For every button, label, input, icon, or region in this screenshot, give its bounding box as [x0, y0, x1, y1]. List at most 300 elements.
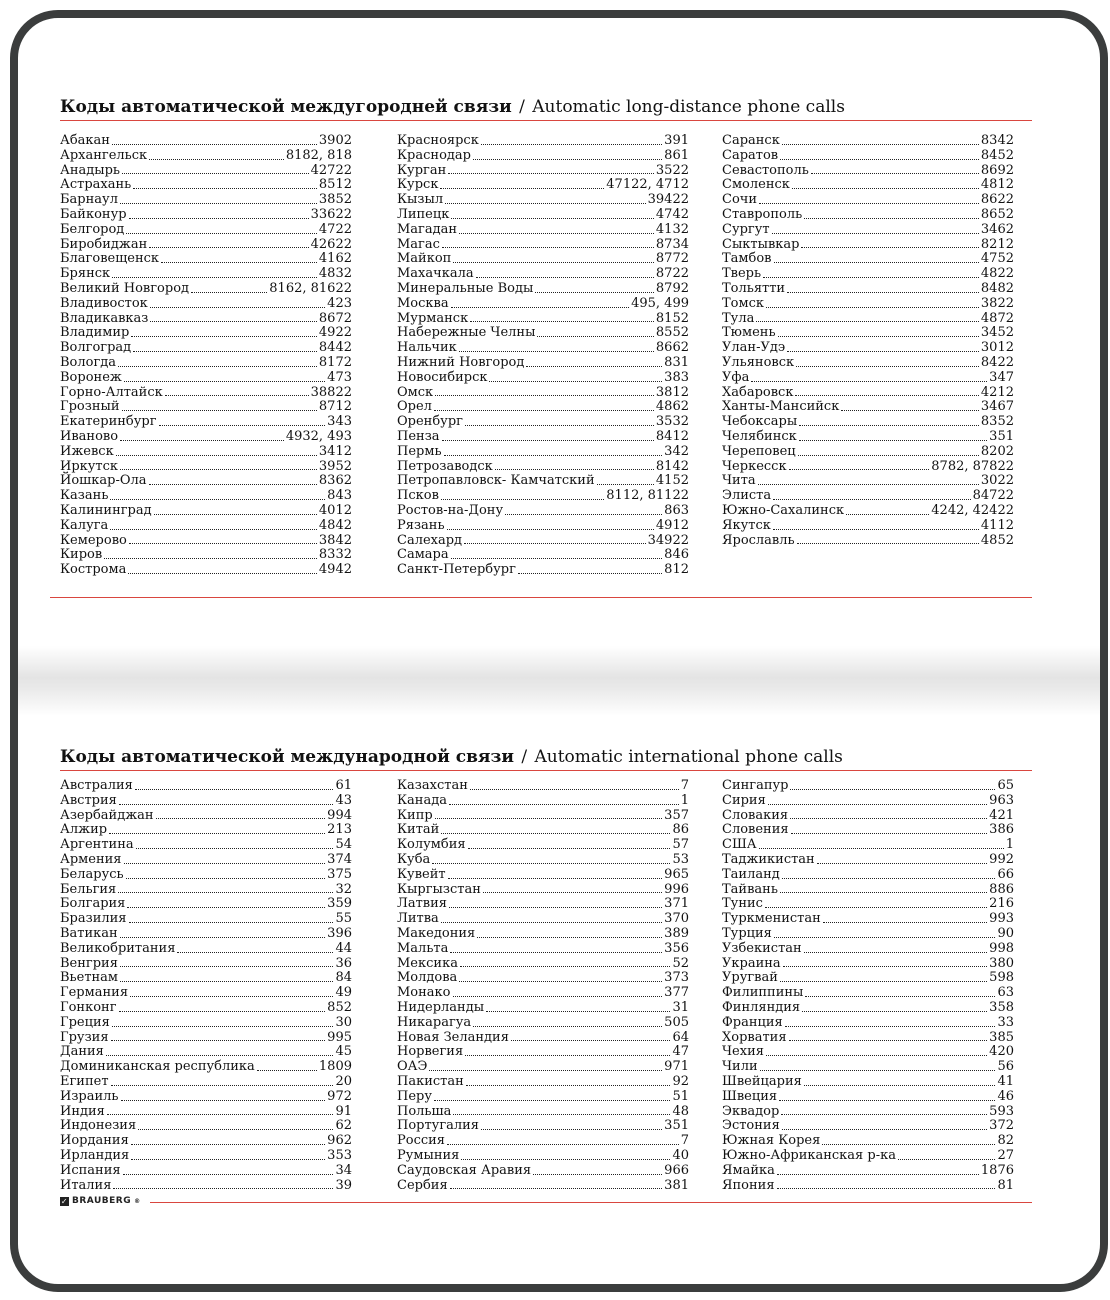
- entry-code: 8352: [980, 414, 1014, 430]
- entry-code: 374: [327, 851, 352, 867]
- dot-leader: [449, 804, 679, 805]
- entry-name: Южно-Африканская р-ка: [722, 1147, 896, 1163]
- code-entry: [722, 794, 1014, 809]
- entry-name: Курган: [397, 162, 447, 178]
- dot-leader: [787, 351, 979, 352]
- entry-code: 389: [664, 925, 689, 941]
- code-entry: [722, 297, 1014, 312]
- dot-leader: [495, 469, 654, 470]
- entry-code: 4842: [318, 517, 352, 533]
- code-entry: [722, 897, 1014, 912]
- entry-name: Севастополь: [722, 162, 809, 178]
- dot-leader: [486, 1011, 670, 1012]
- dot-leader: [805, 996, 995, 997]
- entry-name: Филиппины: [722, 985, 804, 1001]
- code-entry: [722, 371, 1014, 386]
- dot-leader: [799, 425, 979, 426]
- dot-leader: [841, 410, 979, 411]
- entry-code: 8482: [980, 280, 1014, 296]
- entry-name: ОАЭ: [397, 1059, 428, 1075]
- dot-leader: [451, 558, 663, 559]
- entry-code: 8422: [980, 354, 1014, 370]
- entry-code: 7: [680, 1133, 689, 1149]
- dot-leader: [104, 558, 317, 559]
- entry-code: 3842: [318, 532, 352, 548]
- dot-leader: [760, 1070, 996, 1071]
- dot-leader: [773, 499, 971, 500]
- entry-code: 3812: [655, 384, 689, 400]
- entry-name: Воронеж: [60, 369, 122, 385]
- code-entry: [397, 1031, 689, 1046]
- entry-name: Греция: [60, 1014, 110, 1030]
- entry-code: 8442: [318, 340, 352, 356]
- code-entry: [60, 1119, 352, 1134]
- code-entry: [397, 883, 689, 898]
- dot-leader: [129, 218, 309, 219]
- code-entry: [60, 809, 352, 824]
- code-entry: [60, 519, 352, 534]
- entry-name: Владикавказ: [60, 310, 149, 326]
- entry-name: Хабаровск: [722, 384, 794, 400]
- entry-code: 216: [989, 896, 1014, 912]
- code-entry: [722, 868, 1014, 883]
- code-entry: [722, 223, 1014, 238]
- dot-leader: [782, 144, 979, 145]
- entry-name: Тунис: [722, 896, 763, 912]
- entry-name: Италия: [60, 1177, 112, 1193]
- entry-name: Узбекистан: [722, 940, 802, 956]
- code-entry: [60, 356, 352, 371]
- code-entry: [60, 430, 352, 445]
- entry-name: Нижний Новгород: [397, 354, 525, 370]
- code-entry: [397, 809, 689, 824]
- entry-code: 36: [335, 955, 352, 971]
- entry-name: Сербия: [397, 1177, 448, 1193]
- entry-code: 65: [997, 778, 1014, 793]
- dot-leader: [449, 907, 662, 908]
- code-entry: [397, 282, 689, 297]
- code-entry: [397, 794, 689, 809]
- entry-name: Казахстан: [397, 778, 468, 793]
- international-column-1: [60, 779, 352, 1193]
- entry-code: 8182, 818: [285, 147, 352, 163]
- dot-leader: [898, 1159, 995, 1160]
- entry-name: Томск: [722, 295, 765, 311]
- code-entry: [397, 386, 689, 401]
- entry-code: 8722: [655, 266, 689, 282]
- entry-code: 27: [997, 1147, 1014, 1163]
- code-entry: [397, 779, 689, 794]
- code-entry: [397, 942, 689, 957]
- entry-name: Тула: [722, 310, 755, 326]
- code-entry: [722, 489, 1014, 504]
- entry-code: 51: [672, 1088, 689, 1104]
- code-entry: [60, 534, 352, 549]
- code-entry: [722, 986, 1014, 1001]
- dot-leader: [597, 484, 654, 485]
- page-fold: [18, 646, 1100, 716]
- entry-code: 342: [664, 443, 689, 459]
- international-title-en: Automatic international phone calls: [534, 747, 843, 767]
- dot-leader: [801, 247, 978, 248]
- entry-code: 343: [327, 414, 352, 430]
- dot-leader: [441, 833, 670, 834]
- entry-name: Сингапур: [722, 778, 789, 793]
- entry-code: 347: [989, 369, 1014, 385]
- international-title-ru: Коды автоматической международной связи: [60, 747, 514, 767]
- entry-name: Кипр: [397, 807, 433, 823]
- dot-leader: [451, 307, 629, 308]
- entry-name: Оренбург: [397, 414, 463, 430]
- dot-leader: [441, 922, 662, 923]
- code-entry: [60, 883, 352, 898]
- entry-name: Рязань: [397, 517, 445, 533]
- entry-code: 861: [664, 147, 689, 163]
- code-entry: [722, 809, 1014, 824]
- code-entry: [722, 193, 1014, 208]
- dot-leader: [131, 1144, 325, 1145]
- entry-name: Саратов: [722, 147, 779, 163]
- code-entry: [722, 445, 1014, 460]
- dot-leader: [440, 188, 604, 189]
- entry-code: 359: [327, 896, 352, 912]
- dot-leader: [448, 878, 663, 879]
- footer-rule: [150, 1202, 1032, 1203]
- dot-leader: [782, 878, 996, 879]
- entry-name: Иркутск: [60, 458, 119, 474]
- entry-code: 420: [989, 1044, 1014, 1060]
- code-entry: [722, 1090, 1014, 1105]
- entry-code: 1876: [980, 1162, 1014, 1178]
- dot-leader: [122, 410, 317, 411]
- dot-leader: [161, 262, 317, 263]
- entry-code: 8452: [980, 147, 1014, 163]
- dot-leader: [120, 937, 325, 938]
- entry-code: 4242, 42422: [931, 502, 1014, 518]
- dot-leader: [154, 514, 317, 515]
- entry-code: 383: [664, 369, 689, 385]
- dot-leader: [135, 789, 334, 790]
- entry-name: Тольятти: [722, 280, 786, 296]
- dot-leader: [459, 981, 662, 982]
- dot-leader: [526, 366, 662, 367]
- code-entry: [722, 415, 1014, 430]
- code-entry: [60, 1016, 352, 1031]
- dot-leader: [451, 218, 654, 219]
- dot-leader: [120, 440, 284, 441]
- entry-name: Алжир: [60, 822, 108, 838]
- dot-leader: [772, 233, 979, 234]
- code-entry: [60, 282, 352, 297]
- entry-code: 8622: [980, 192, 1014, 208]
- dot-leader: [445, 203, 646, 204]
- dot-leader: [118, 892, 333, 893]
- dot-leader: [777, 1174, 979, 1175]
- entry-name: Красноярск: [397, 133, 479, 148]
- dot-leader: [450, 1188, 663, 1189]
- entry-name: Кувейт: [397, 866, 446, 882]
- dot-leader: [133, 351, 317, 352]
- dot-leader: [156, 818, 326, 819]
- entry-name: Салехард: [397, 532, 463, 548]
- code-entry: [60, 927, 352, 942]
- code-entry: [397, 238, 689, 253]
- entry-name: Тамбов: [722, 251, 772, 267]
- entry-name: Курск: [397, 177, 439, 193]
- entry-name: Иваново: [60, 428, 119, 444]
- entry-code: 4852: [980, 532, 1014, 548]
- code-entry: [60, 267, 352, 282]
- entry-name: Туркменистан: [722, 911, 821, 927]
- entry-name: Грузия: [60, 1029, 109, 1045]
- entry-name: Македония: [397, 925, 476, 941]
- dot-leader: [111, 1085, 334, 1086]
- entry-code: 8712: [318, 399, 352, 415]
- entry-code: 4942: [318, 562, 352, 578]
- entry-name: Китай: [397, 822, 440, 838]
- code-entry: [60, 1134, 352, 1149]
- entry-name: Колумбия: [397, 837, 466, 853]
- entry-name: Саудовская Аравия: [397, 1162, 532, 1178]
- dot-leader: [444, 455, 663, 456]
- entry-name: Кыргызстан: [397, 881, 481, 897]
- entry-name: Ростов-на-Дону: [397, 502, 504, 518]
- code-entry: [60, 341, 352, 356]
- entry-name: Москва: [397, 295, 449, 311]
- code-entry: [60, 297, 352, 312]
- code-entry: [397, 1105, 689, 1120]
- code-entry: [722, 400, 1014, 415]
- dot-leader: [783, 966, 988, 967]
- entry-code: 4862: [655, 399, 689, 415]
- code-entry: [397, 853, 689, 868]
- entry-name: Черкесск: [722, 458, 787, 474]
- dot-leader: [792, 188, 979, 189]
- entry-code: 495, 499: [631, 295, 689, 311]
- entry-name: Пенза: [397, 428, 440, 444]
- entry-code: 966: [664, 1162, 689, 1178]
- entry-name: Пакистан: [397, 1073, 464, 1089]
- entry-code: 86: [672, 822, 689, 838]
- entry-code: 8652: [980, 206, 1014, 222]
- code-entry: [722, 164, 1014, 179]
- code-entry: [722, 1031, 1014, 1046]
- entry-code: 33622: [310, 206, 352, 222]
- code-entry: [722, 460, 1014, 475]
- entry-name: Вьетнам: [60, 970, 119, 986]
- dot-leader: [129, 922, 334, 923]
- entry-code: 84: [335, 970, 352, 986]
- entry-name: Орел: [397, 399, 432, 415]
- dot-leader: [804, 218, 979, 219]
- entry-code: 843: [327, 488, 352, 504]
- dot-leader: [846, 514, 929, 515]
- entry-code: 49: [335, 985, 352, 1001]
- code-entry: [722, 1105, 1014, 1120]
- entry-code: 63: [997, 985, 1014, 1001]
- code-entry: [397, 1045, 689, 1060]
- entry-code: 81: [997, 1177, 1014, 1193]
- code-entry: [397, 838, 689, 853]
- dot-leader: [473, 1026, 662, 1027]
- code-entry: [60, 823, 352, 838]
- code-entry: [60, 1105, 352, 1120]
- entry-code: 4152: [655, 473, 689, 489]
- entry-name: Гонконг: [60, 999, 117, 1015]
- entry-name: Астрахань: [60, 177, 132, 193]
- entry-name: Сургут: [722, 221, 770, 237]
- dot-leader: [483, 892, 662, 893]
- entry-code: 32: [335, 881, 352, 897]
- entry-name: Иордания: [60, 1133, 129, 1149]
- dot-leader: [165, 395, 309, 396]
- entry-name: Смоленск: [722, 177, 790, 193]
- entry-code: 45: [335, 1044, 352, 1060]
- entry-name: Чита: [722, 473, 756, 489]
- entry-code: 31: [672, 999, 689, 1015]
- entry-code: 380: [989, 955, 1014, 971]
- dot-leader: [511, 1040, 671, 1041]
- entry-name: Белгород: [60, 221, 125, 237]
- dot-leader: [779, 1100, 995, 1101]
- entry-name: Монако: [397, 985, 451, 1001]
- entry-name: Минеральные Воды: [397, 280, 534, 296]
- code-entry: [722, 504, 1014, 519]
- entry-code: 351: [989, 428, 1014, 444]
- entry-name: Владимир: [60, 325, 130, 341]
- entry-code: 42622: [310, 236, 352, 252]
- entry-name: Екатеринбург: [60, 414, 157, 430]
- dot-leader: [768, 804, 987, 805]
- entry-code: 213: [327, 822, 352, 838]
- international-column-2: [397, 779, 689, 1193]
- dot-leader: [476, 277, 654, 278]
- code-entry: [722, 927, 1014, 942]
- entry-name: Украина: [722, 955, 781, 971]
- code-entry: [60, 779, 352, 794]
- entry-name: Казань: [60, 488, 109, 504]
- code-entry: [397, 252, 689, 267]
- entry-name: Швеция: [722, 1088, 778, 1104]
- entry-name: Тюмень: [722, 325, 776, 341]
- entry-name: Эквадор: [722, 1103, 780, 1119]
- code-entry: [60, 223, 352, 238]
- code-entry: [60, 386, 352, 401]
- entry-name: Анадырь: [60, 162, 121, 178]
- entry-code: 4812: [980, 177, 1014, 193]
- entry-code: 505: [664, 1014, 689, 1030]
- code-entry: [722, 1075, 1014, 1090]
- dot-leader: [481, 144, 662, 145]
- dot-leader: [465, 1055, 670, 1056]
- dot-leader: [759, 848, 1004, 849]
- dot-leader: [518, 573, 662, 574]
- dot-leader: [460, 966, 671, 967]
- code-entry: [60, 326, 352, 341]
- entry-code: 391: [664, 133, 689, 148]
- entry-code: 375: [327, 866, 352, 882]
- code-entry: [397, 178, 689, 193]
- entry-name: Южно-Сахалинск: [722, 502, 845, 518]
- code-entry: [397, 297, 689, 312]
- code-entry: [60, 1045, 352, 1060]
- entry-code: 972: [327, 1088, 352, 1104]
- entry-name: Нидерланды: [397, 999, 485, 1015]
- code-entry: [397, 1164, 689, 1179]
- entry-code: 3532: [655, 414, 689, 430]
- entry-code: 8512: [318, 177, 352, 193]
- dot-leader: [796, 366, 979, 367]
- dot-leader: [789, 1040, 988, 1041]
- code-entry: [60, 252, 352, 267]
- entry-code: 55: [335, 911, 352, 927]
- dot-leader: [434, 1100, 670, 1101]
- entry-name: Мексика: [397, 955, 458, 971]
- entry-name: Ватикан: [60, 925, 118, 941]
- entry-code: 66: [997, 866, 1014, 882]
- dot-leader: [131, 336, 317, 337]
- code-entry: [60, 489, 352, 504]
- entry-code: 965: [664, 866, 689, 882]
- entry-name: Вологда: [60, 354, 117, 370]
- dot-leader: [450, 952, 662, 953]
- entry-name: Литва: [397, 911, 439, 927]
- dot-leader: [781, 1114, 987, 1115]
- code-entry: [722, 238, 1014, 253]
- code-entry: [397, 823, 689, 838]
- entry-code: 1809: [318, 1059, 352, 1075]
- entry-name: Чили: [722, 1059, 758, 1075]
- code-entry: [60, 986, 352, 1001]
- code-entry: [60, 912, 352, 927]
- entry-name: Липецк: [397, 206, 450, 222]
- code-entry: [722, 430, 1014, 445]
- code-entry: [722, 823, 1014, 838]
- dot-leader: [763, 277, 979, 278]
- code-entry: [60, 548, 352, 563]
- entry-code: 91: [335, 1103, 352, 1119]
- dot-leader: [470, 321, 654, 322]
- code-entry: [722, 883, 1014, 898]
- code-entry: [722, 386, 1014, 401]
- entry-code: 423: [327, 295, 352, 311]
- code-entry: [722, 853, 1014, 868]
- code-entry: [60, 897, 352, 912]
- dot-leader: [159, 425, 326, 426]
- code-entry: [722, 208, 1014, 223]
- code-entry: [722, 1164, 1014, 1179]
- entry-code: 3462: [980, 221, 1014, 237]
- entry-name: Куба: [397, 851, 431, 867]
- entry-code: 377: [664, 985, 689, 1001]
- code-entry: [397, 548, 689, 563]
- entry-code: 8772: [655, 251, 689, 267]
- entry-code: 62: [335, 1118, 352, 1134]
- entry-code: 90: [997, 925, 1014, 941]
- entry-name: Петропавловск- Камчатский: [397, 473, 595, 489]
- entry-name: Сочи: [722, 192, 758, 208]
- entry-name: Армения: [60, 851, 122, 867]
- dot-leader: [465, 425, 654, 426]
- entry-code: 34922: [647, 532, 689, 548]
- code-entry: [397, 460, 689, 475]
- code-entry: [397, 957, 689, 972]
- dot-leader: [790, 818, 987, 819]
- entry-name: Азербайджан: [60, 807, 154, 823]
- entry-name: Самара: [397, 547, 449, 563]
- code-entry: [397, 149, 689, 164]
- dot-leader: [119, 1011, 326, 1012]
